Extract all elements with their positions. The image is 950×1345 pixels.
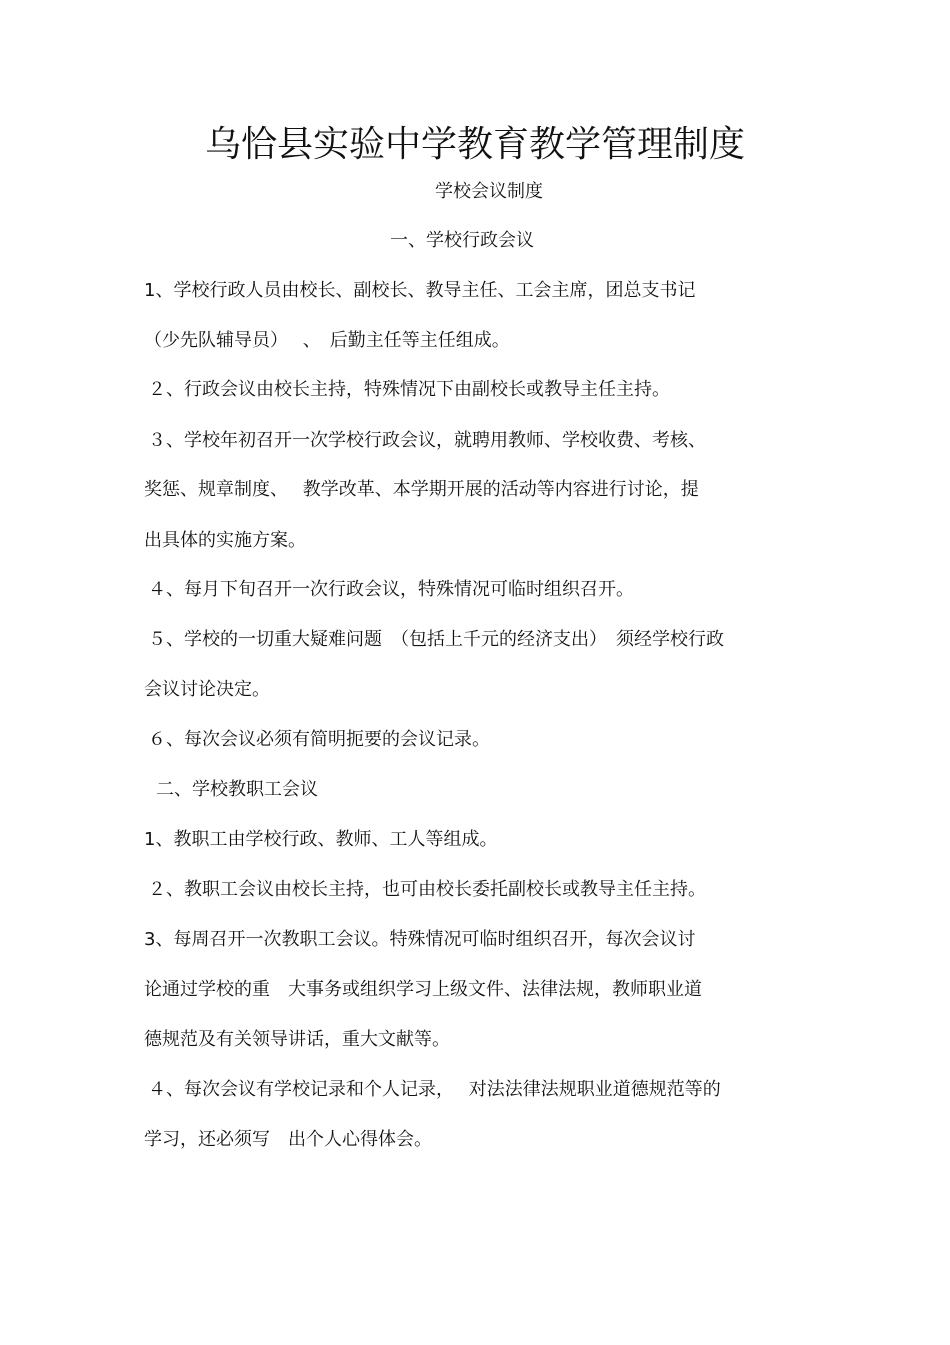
- paragraph-line: 3、每周召开一次教职工会议。特殊情况可临时组织召开，每次会议讨: [144, 929, 696, 950]
- paragraph-line: ６、每次会议必须有简明扼要的会议记录。: [148, 729, 490, 750]
- paragraph-line: 1、教职工由学校行政、教师、工人等组成。: [144, 829, 498, 850]
- document-title: 乌恰县实验中学教育教学管理制度: [204, 124, 745, 165]
- section-heading-administrative-meeting: 一、学校行政会议: [390, 230, 534, 251]
- paragraph-line: ３、学校年初召开一次学校行政会议，就聘用教师、学校收费、考核、: [148, 430, 706, 451]
- paragraph-line: 奖惩、规章制度、 教学改革、本学期开展的活动等内容进行讨论，提: [144, 479, 699, 500]
- paragraph-line: 出具体的实施方案。: [144, 530, 306, 551]
- paragraph-line: ２、行政会议由校长主持，特殊情况下由副校长或教导主任主持。: [148, 379, 670, 400]
- paragraph-line: 学习，还必须写 出个人心得体会。: [144, 1129, 432, 1150]
- paragraph-line: （少先队辅导员） 、 后勤主任等主任组成。: [144, 330, 510, 351]
- paragraph-line: ２、教职工会议由校长主持，也可由校长委托副校长或教导主任主持。: [148, 879, 706, 900]
- paragraph-line: 论通过学校的重 大事务或组织学习上级文件、法律法规，教师职业道: [144, 979, 702, 1000]
- section-heading-staff-meeting: 二、学校教职工会议: [156, 779, 318, 800]
- document-subtitle: 学校会议制度: [435, 181, 543, 202]
- paragraph-line: ４、每月下旬召开一次行政会议，特殊情况可临时组织召开。: [148, 579, 634, 600]
- paragraph-line: ４、每次会议有学校记录和个人记录， 对法法律法规职业道德规范等的: [148, 1079, 721, 1100]
- paragraph-line: 会议讨论决定。: [144, 679, 270, 700]
- paragraph-line: 1、学校行政人员由校长、副校长、教导主任、工会主席，团总支书记: [144, 280, 696, 301]
- paragraph-line: ５、学校的一切重大疑难问题 （包括上千元的经济支出） 须经学校行政: [148, 629, 724, 650]
- paragraph-line: 德规范及有关领导讲话，重大文献等。: [144, 1029, 450, 1050]
